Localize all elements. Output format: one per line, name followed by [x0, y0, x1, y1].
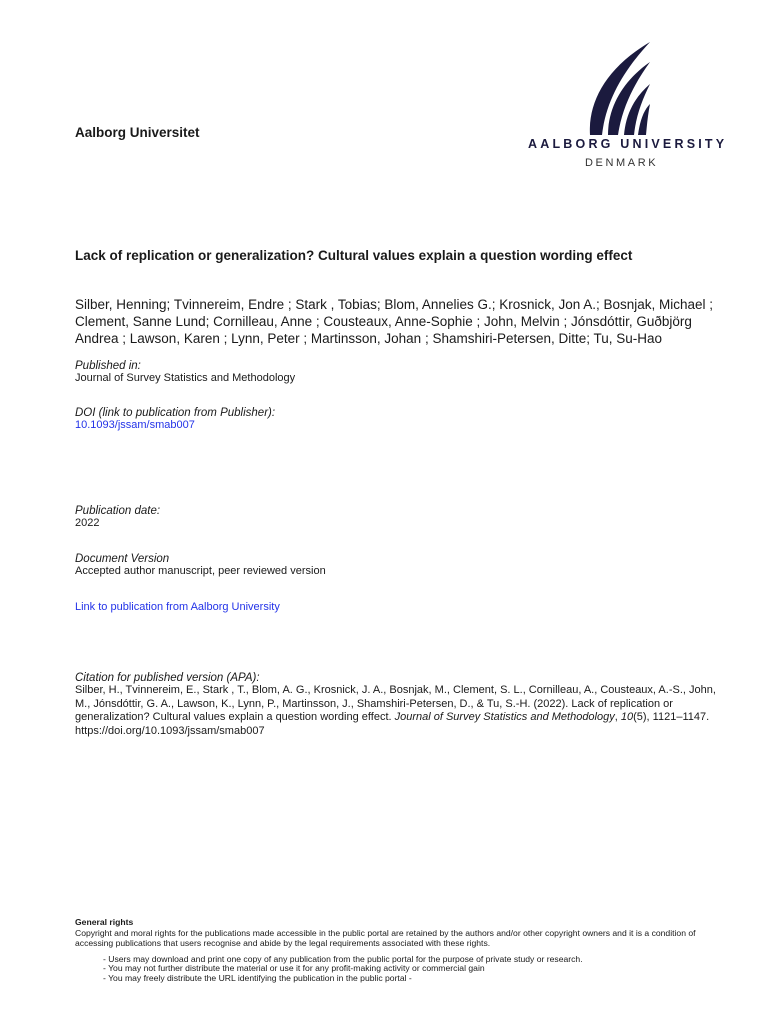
rights-heading: General rights — [75, 917, 134, 927]
rights-item: - You may not further distribute the material or use it for any profit-making activity or commercial gain — [103, 963, 485, 973]
portal-link[interactable]: Link to publication from Aalborg University — [75, 601, 280, 613]
citation-tail: (5), 1121–1147. https://doi.org/10.1093/jssam/smab007 — [75, 711, 710, 737]
logo-waves-icon — [580, 40, 650, 135]
rights-list — [103, 955, 735, 984]
published-in-block — [75, 360, 295, 384]
paper-title: Lack of replication or generalization? Cultural values explain a question wording effect — [75, 248, 633, 263]
author-list: Silber, Henning; Tvinnereim, Endre ; Stark , Tobias; Blom, Annelies G.; Krosnick, Jon A.; Bosnjak, Michael ; Clement, Sanne Lund; Cornilleau, Anne ; Cousteaux, Anne-Sophie ; John, Melvin ; Jónsdóttir, Guðbjörg Andrea ; Lawson, Karen ; Lynn, Peter ; Martinsson, Johan ; Shamshiri-Petersen, Ditte; Tu, Su-Hao — [75, 297, 714, 346]
university-name: Aalborg Universitet — [75, 125, 200, 140]
document-version-label: Document Version — [75, 553, 170, 565]
citation-label: Citation for published version (APA): — [75, 672, 260, 684]
citation-text — [75, 684, 725, 738]
portal-link-block — [75, 601, 280, 613]
published-in-label: Published in: — [75, 360, 141, 372]
rights-item: - Users may download and print one copy of any publication from the public portal for the purpose of private study or research. — [103, 953, 583, 964]
logo-wordmark: AALBORG UNIVERSITY — [528, 137, 728, 151]
citation-main: Silber, H., Tvinnereim, E., Stark , T., Blom, A. G., Krosnick, J. A., Bosnjak, M., Clement, S. L., Cornilleau, A., Cousteaux, A.-S., John, M., Jónsdóttir, G. A., Lawson, K., Lynn, P., Martinsson, J., Shamshiri-Petersen, D., & Tu, S.-H. (2022). Lack of replication or generalization? Cultural values explain a question wording effect. — [75, 684, 716, 723]
citation-block — [75, 672, 725, 738]
logo-country: DENMARK — [585, 157, 659, 169]
citation-journal: Journal of Survey Statistics and Methodology — [394, 711, 615, 723]
citation-volume: 10 — [620, 711, 634, 723]
document-version-block — [75, 553, 326, 577]
publication-date-value: 2022 — [75, 517, 100, 529]
doi-block — [75, 407, 275, 431]
publication-date-label: Publication date: — [75, 505, 161, 517]
published-in-value: Journal of Survey Statistics and Methodology — [75, 372, 296, 384]
general-rights-block — [75, 917, 735, 983]
document-version-value: Accepted author manuscript, peer reviewed version — [75, 565, 326, 577]
aalborg-logo — [528, 40, 728, 175]
doi-link[interactable]: 10.1093/jssam/smab007 — [75, 419, 195, 431]
publication-date-block — [75, 505, 160, 529]
rights-body: Copyright and moral rights for the publications made accessible in the public portal are retained by the authors and/or other copyright owners and it is a condition of accessing publications that users recognise and abide by the legal requirements associated with these rights. — [75, 927, 696, 948]
rights-item: - You may freely distribute the URL identifying the publication in the public portal - — [103, 972, 412, 983]
doi-label: DOI (link to publication from Publisher): — [75, 407, 276, 419]
citation-sep: , — [614, 711, 621, 723]
